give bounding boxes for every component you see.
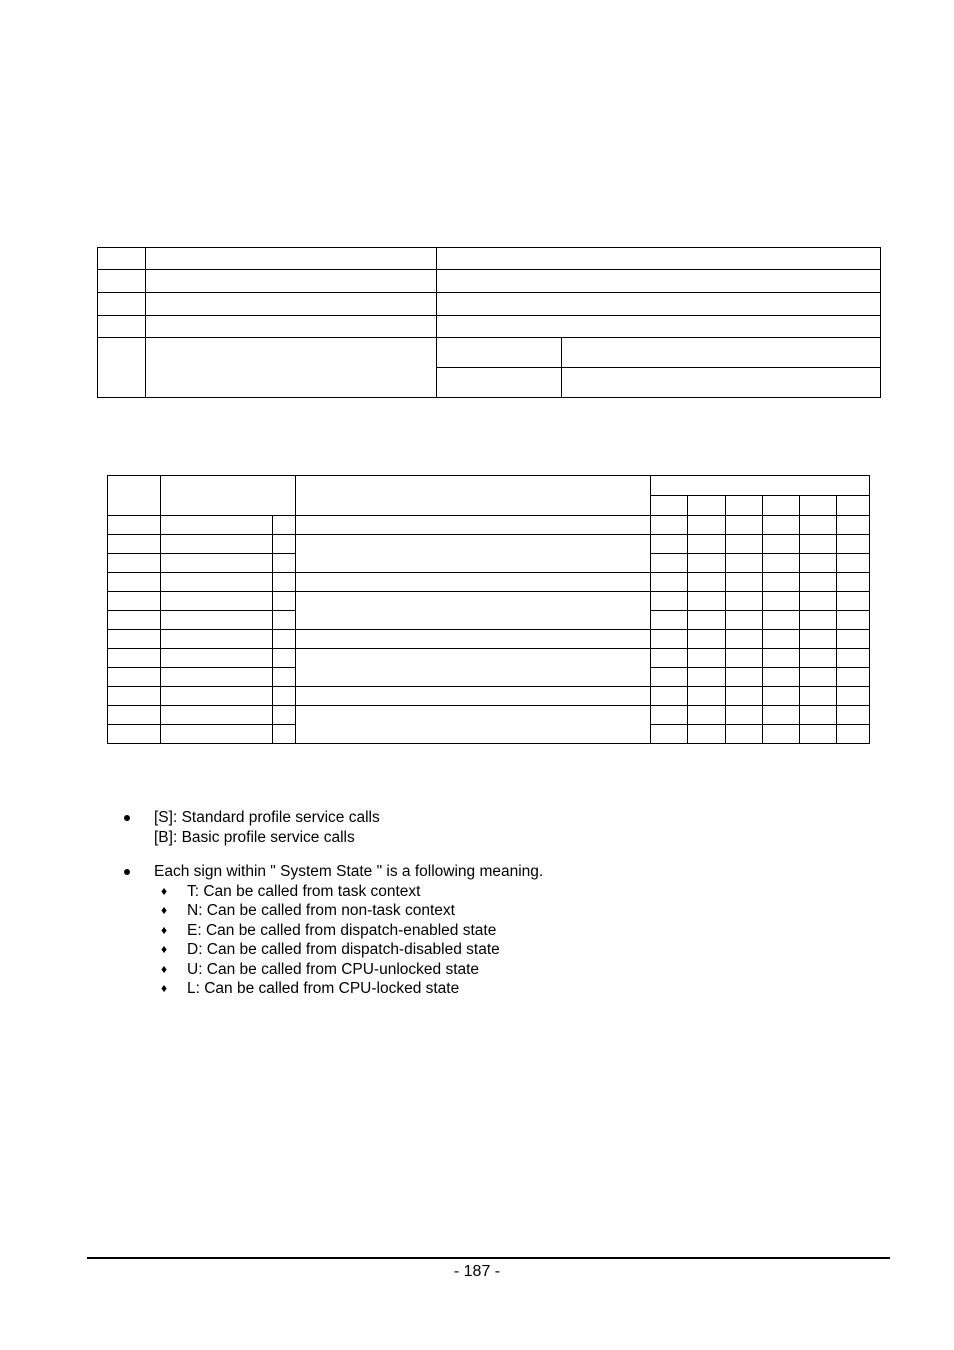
table-row: [98, 270, 881, 293]
service-call-table: [107, 475, 870, 744]
profile-note: [124, 808, 543, 847]
diamond-bullet-icon: ♦: [161, 961, 168, 976]
table-row: [108, 516, 870, 535]
diamond-bullet-icon: ♦: [161, 883, 168, 898]
list-item: ♦ D: Can be called from dispatch-disabled state: [161, 941, 500, 958]
diamond-bullet-icon: ♦: [161, 981, 168, 995]
table-row: [108, 649, 870, 668]
page-number: - 187 -: [453, 1263, 501, 1280]
bullet-dot-icon: [124, 815, 130, 821]
profile-line-standard: [S]: Standard profile service calls: [154, 809, 380, 826]
list-item: ♦ N: Can be called from non-task context: [161, 902, 455, 919]
diamond-bullet-icon: ♦: [161, 903, 168, 917]
diamond-bullet-icon: ♦: [161, 922, 168, 937]
notes-section: [124, 808, 543, 999]
list-item: ♦ E: Can be called from dispatch-enabled state: [161, 921, 497, 939]
profile-line-basic: [B]: Basic profile service calls: [154, 828, 355, 846]
diamond-bullet-icon: ♦: [161, 942, 168, 956]
system-state-note: [124, 862, 543, 882]
bullet-dot-icon: [124, 869, 130, 875]
table-row: [98, 248, 881, 270]
list-item: ♦ T: Can be called from task context: [161, 882, 421, 900]
table-row: [108, 687, 870, 706]
parameter-table: [97, 247, 881, 398]
footer-rule: [87, 1257, 890, 1259]
table-row: [108, 706, 870, 725]
table-row: [108, 535, 870, 554]
table-row: [108, 630, 870, 649]
table-header-row: [108, 476, 870, 496]
table-row: [98, 316, 881, 338]
table-row: [108, 573, 870, 592]
system-state-intro: Each sign within " System State " is a following meaning.: [154, 863, 544, 880]
table-row: [98, 338, 881, 368]
table-row: [108, 592, 870, 611]
list-item: ♦ L: Can be called from CPU-locked state: [161, 980, 460, 997]
list-item: ♦ U: Can be called from CPU-unlocked state: [161, 960, 480, 978]
table-row: [98, 293, 881, 316]
